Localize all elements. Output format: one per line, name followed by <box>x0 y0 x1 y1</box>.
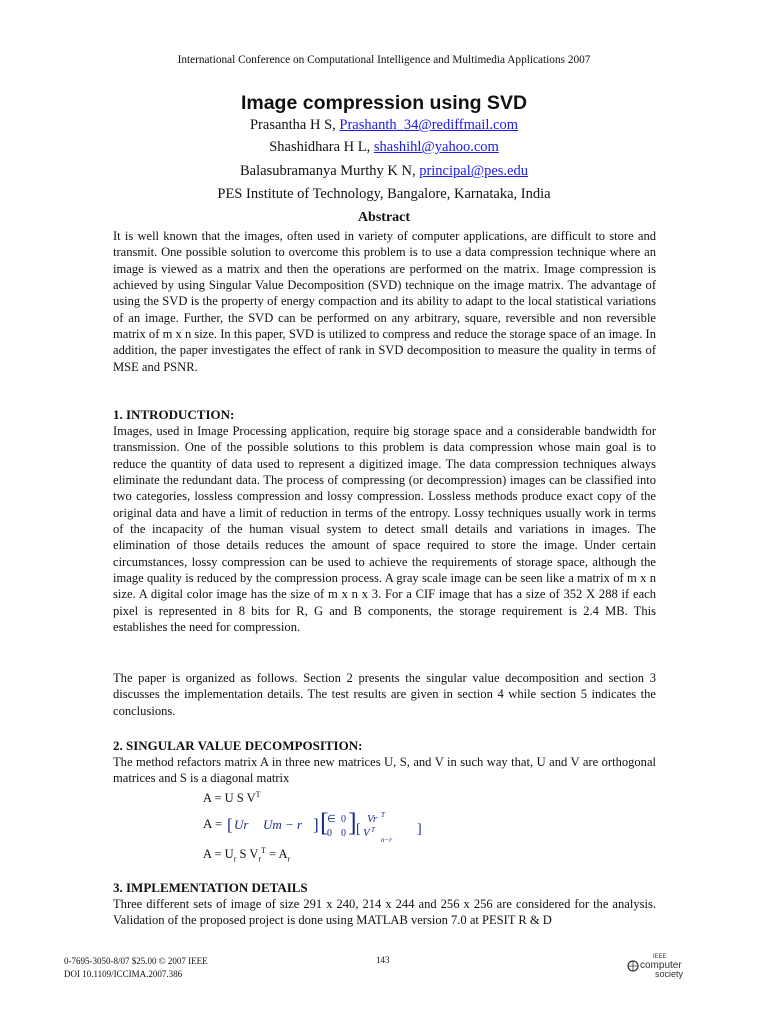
equation-3-sub-2: r <box>258 854 262 864</box>
svg-text:]: ] <box>313 815 319 834</box>
svg-text:Um − r: Um − r <box>263 817 303 832</box>
conference-header: International Conference on Computational Intelligence and Multimedia Applications 2007 <box>177 54 591 66</box>
author-3-email-link[interactable]: principal@pes.edu <box>419 163 528 179</box>
equation-1-body: A = U S V <box>203 791 256 806</box>
equation-3 <box>203 846 290 864</box>
introduction-heading: 1. INTRODUCTION: <box>113 407 235 422</box>
equation-3-part-c: = A <box>265 847 288 862</box>
paper-title: Image compression using SVD <box>240 92 528 114</box>
implementation-heading: 3. IMPLEMENTATION DETAILS <box>113 880 308 895</box>
equation-3-sub-1: r <box>233 854 237 864</box>
svg-text:A =: A = <box>203 816 223 831</box>
logo-computer-text: computer <box>640 960 682 971</box>
svg-text:0: 0 <box>341 814 346 825</box>
equation-3-part-b: S V <box>236 847 259 862</box>
ieee-computer-society-logo <box>625 950 695 980</box>
svg-text:T: T <box>381 811 385 819</box>
equation-3-sub-3: r <box>287 854 291 864</box>
equation-2-image <box>203 811 463 845</box>
author-2-name: Shashidhara H L, <box>269 139 374 155</box>
abstract-text: It is well known that the images, often used in variety of computer applications, are difficult to store and transmit. One possible solution to overcome this problem is to use a data compression technique where an image is viewed as a matrix and then the operations are performed on the matrix. Image compression is achieved by using Singular Value Decomposition (SVD) technique on the image matrix. The advantage of using the SVD is the property of energy compaction and its ability to adapt to the local statistical variations of an image. Further, the SVD can be performed on any arbitrary, square, reversible and non reversible matrix of m x n size. In this paper, SVD is utilized to compress and reduce the storage space of an image. In addition, the paper investigates the effect of rank in SVD decomposition to measure the quality in terms of MSE and PSNR. <box>113 229 656 374</box>
author-3 <box>0 163 768 180</box>
author-2 <box>0 139 768 156</box>
author-3-name: Balasubramanya Murthy K N, <box>240 163 420 179</box>
equation-3-sup: T <box>261 846 266 855</box>
equation-1 <box>203 790 261 806</box>
logo-society-text: society <box>655 969 684 979</box>
svg-text:Vr: Vr <box>367 813 378 825</box>
author-2-email-link[interactable]: shashihl@yahoo.com <box>373 139 499 155</box>
abstract-heading: Abstract <box>357 210 411 225</box>
page-number: 143 <box>376 955 390 965</box>
introduction-text: Images, used in Image Processing application, require big storage space and a considerable bandwidth for transmission. One of the possible solutions to this problem is data compression whose main goal is to reduce the quantity of data used to represent a digitized image. The data compression techniques always eliminate the redundant data. The process of compressing (or decompression) images can be classified into two categories, lossless compression and lossy compression. Lossless methods produce exact copy of the original data and have a limit of reduction in terms of the entropy. Lossy techniques usually work in terms of the incapacity of the human visual system to detect small details and variations in images. The elimination of those details reduces the amount of space required to store the image. Under certain circumstances, lossy compression can be used to achieve the requirements of storage space, although the image quality is reduced by the compression process. A gray scale image can be seen like a matrix of m x n size. A digital color image has the size of m x n x 3. For a CIF image that has a size of 352 X 288 if each pixel is represented in 8 bits for R, G and B components, the storage requirement is 2.4 MB. This establishes the need for compression. <box>113 424 656 635</box>
footer-doi: DOI 10.1109/ICCIMA.2007.386 <box>64 969 183 979</box>
svg-text:Ur: Ur <box>234 817 249 832</box>
svd-heading: 2. SINGULAR VALUE DECOMPOSITION: <box>113 738 363 753</box>
svg-text:T: T <box>371 826 375 834</box>
svg-text:0: 0 <box>327 828 332 839</box>
affiliation: PES Institute of Technology, Bangalore, Karnataka, India <box>217 186 551 202</box>
author-1-name: Prasantha H S, <box>249 117 340 133</box>
svg-text:[: [ <box>356 822 361 837</box>
equation-1-sup: T <box>255 790 261 799</box>
logo-ieee-text: IEEE <box>653 954 667 960</box>
svg-text:[: [ <box>227 815 233 834</box>
equation-3-part-a: A = U <box>203 847 234 862</box>
author-1-email-link[interactable]: Prashanth_34@rediffmail.com <box>339 117 518 133</box>
svg-text:]: ] <box>417 822 422 837</box>
svg-text:∈: ∈ <box>327 814 336 825</box>
svg-text:0: 0 <box>341 828 346 839</box>
svg-text:]: ] <box>348 811 357 837</box>
svg-text:[: [ <box>320 811 329 837</box>
svg-text:n−r: n−r <box>381 836 392 844</box>
implementation-text: Three different sets of image of size 291 x 240, 214 x 244 and 256 x 256 are considered for the analysis. Validation of the proposed project is done using MATLAB version 7.0 at PESIT R & D <box>113 897 656 928</box>
author-1 <box>0 117 768 134</box>
svd-text: The method refactors matrix A in three new matrices U, S, and V in such way that, U and V are orthogonal matrices and S is a diagonal matrix <box>113 755 656 786</box>
footer-citation <box>64 955 208 981</box>
organization-text: The paper is organized as follows. Section 2 presents the singular value decomposition and section 3 discusses the implementation details. The test results are given in section 4 while section 5 indicates the conclusions. <box>113 671 656 718</box>
svg-text:V: V <box>363 827 370 839</box>
footer-isbn: 0-7695-3050-8/07 $25.00 © 2007 IEEE <box>64 956 208 966</box>
